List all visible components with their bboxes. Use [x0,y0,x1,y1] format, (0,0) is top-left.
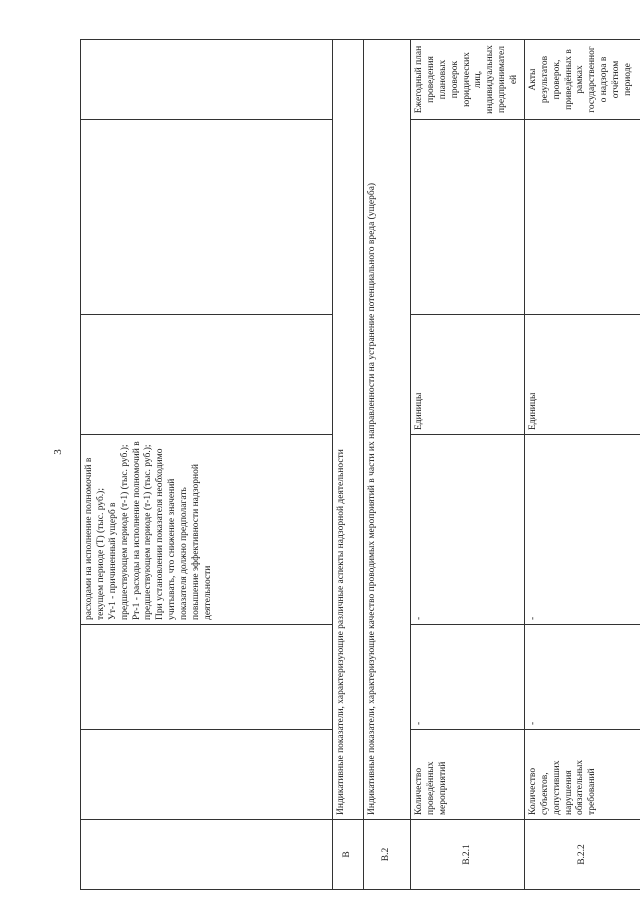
cell-name-empty [81,730,333,820]
cell-formula-empty [81,625,333,730]
row-gap [411,120,525,315]
section-b2-id: В.2 [364,820,411,890]
row-name: Количество субъектов, допустивших нарушения обязательных требований [524,730,640,820]
table-row-section-b2 [364,40,411,890]
indicators-table [80,39,640,890]
page-number: 3 [52,449,64,455]
table-row [411,40,525,890]
row-name: Количество проведённых мероприятий [411,730,525,820]
row-id: В.2.2 [524,820,640,890]
row-source: Акты результатов проверок, приведённых в рамках государственного надзора в отчётном периоде [524,40,640,120]
row-formula: - [411,625,525,730]
section-b2-title: Индикативные показатели, характеризующие качество проводимых мероприятий в части их направленности на устранение потенциального вреда (ущерба) [364,40,411,820]
cell-gap-empty [81,120,333,315]
cell-source-empty [81,40,333,120]
cell-formula-description: расходами на исполнение полномочий в текущем периоде (Т) (тыс. руб.); Ут-1 - причиненный ущерб в предшествующем периоде (т-1) (тыс. руб.); Рт-1 - расходы на исполнение полномочий в предшествующем периоде (т-1) (тыс. руб.); При установлении показателя необходимо учитывать, что снижение значений показателя должно предполагать повышение эффективности надзорной деятельности [81,435,333,625]
cell-unit-empty [81,315,333,435]
row-source: Ежегодный план проведения плановых проверок юридических лиц, индивидуальных предпринимателей [411,40,525,120]
document-stage [80,40,640,890]
cell-id-empty [81,820,333,890]
row-formula: - [524,625,640,730]
table-row-continuation [81,40,333,890]
section-b-title: Индикативные показатели, характеризующие различные аспекты надзорной деятельности [333,40,364,820]
row-unit: Единицы [524,315,640,435]
table-row [524,40,640,890]
row-definition: - [411,435,525,625]
rotated-table-wrapper [80,40,640,890]
row-id: В.2.1 [411,820,525,890]
row-definition: - [524,435,640,625]
row-unit: Единицы [411,315,525,435]
table-row-section-b [333,40,364,890]
row-gap [524,120,640,315]
section-b-id: В [333,820,364,890]
